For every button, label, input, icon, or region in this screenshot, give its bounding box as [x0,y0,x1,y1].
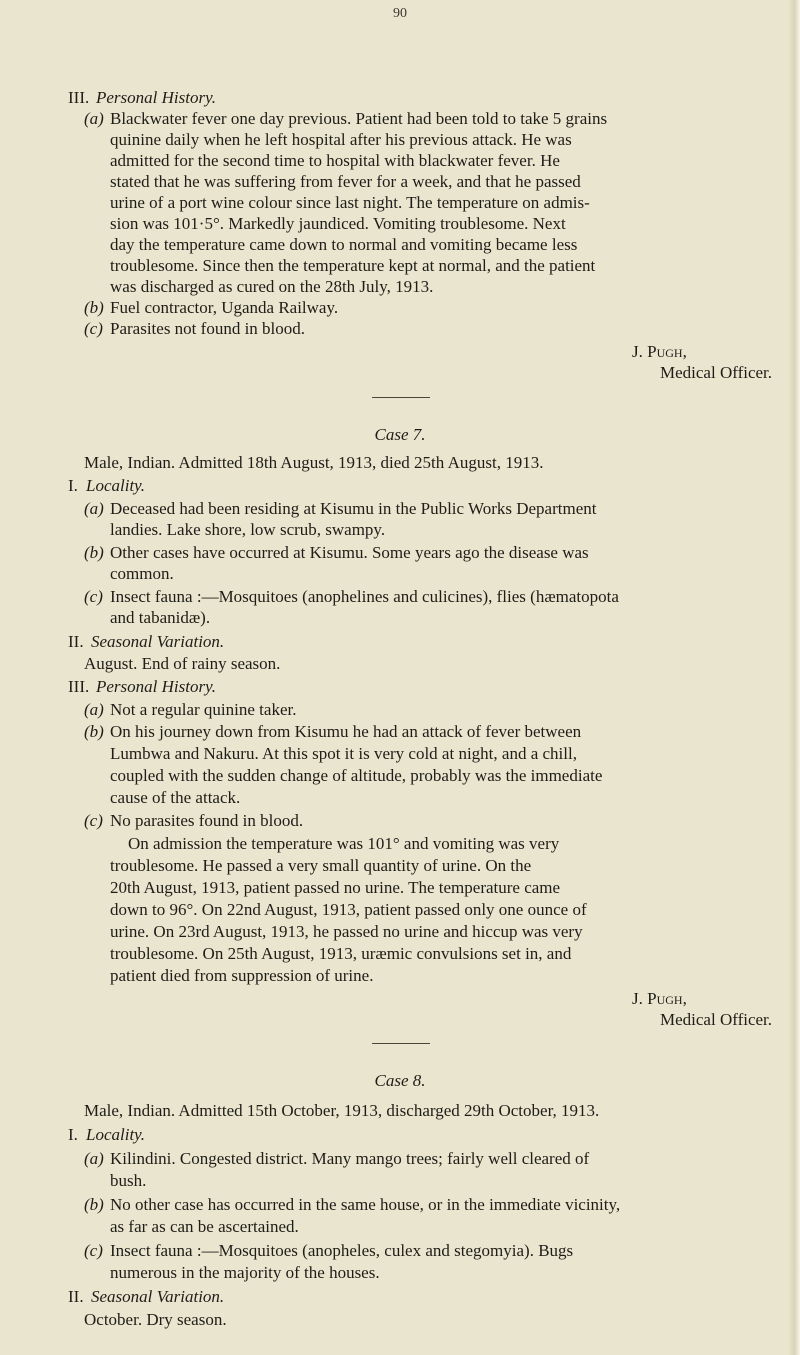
section-heading: Personal History. [96,88,216,107]
text-line: coupled with the sudden change of altitude, probably was the immediate [110,766,603,785]
text-line: stated that he was suffering from fever for a week, and that he passed [110,172,581,191]
text-line: Insect fauna :—Mosquitoes (anopheles, culex and stegomyia). Bugs [110,1241,574,1260]
text-line: No parasites found in blood. [110,811,304,830]
text-line: On admission the temperature was 101° and vomiting was very [128,834,560,853]
section-heading: Seasonal Variation. [91,1287,225,1306]
item-marker: (b) [84,722,104,741]
text-line: Lumbwa and Nakuru. At this spot it is very cold at night, and a chill, [110,744,577,763]
section-divider [372,397,430,398]
item-marker: (a) [84,499,104,518]
text-line: Other cases have occurred at Kisumu. Some years ago the disease was [110,543,589,562]
text-line: bush. [110,1171,147,1190]
text-line: Insect fauna :—Mosquitoes (anophelines and culicines), flies (hæmatopota [110,587,619,606]
text-line: quinine daily when he left hospital after his previous attack. He was [110,130,572,149]
text-line: was discharged as cured on the 28th July, 1913. [110,277,434,296]
item-marker: (a) [84,109,104,128]
section-number: I. [68,1125,78,1144]
item-marker: (c) [84,811,103,830]
section-number: I. [68,476,78,495]
section-heading: Locality. [86,476,146,495]
item-marker: (b) [84,298,104,317]
text-line: troublesome. On 25th August, 1913, uræmic convulsions set in, and [110,944,572,963]
text-line: 20th August, 1913, patient passed no urine. The temperature came [110,878,561,897]
case-intro: Male, Indian. Admitted 15th October, 1913, discharged 29th October, 1913. [84,1101,600,1120]
text-line: numerous in the majority of the houses. [110,1263,380,1282]
text-line: August. End of rainy season. [84,654,281,673]
text-line: Kilindini. Congested district. Many mango trees; fairly well cleared of [110,1149,590,1168]
item-marker: (c) [84,1241,103,1260]
section-number: III. [68,88,90,107]
section-number: II. [68,1287,84,1306]
signature-title: Medical Officer. [660,363,773,382]
signature-title: Medical Officer. [660,1010,773,1029]
text-line: troublesome. He passed a very small quantity of urine. On the [110,856,532,875]
section-number: III. [68,677,90,696]
section-heading: Seasonal Variation. [91,632,225,651]
text-line: troublesome. Since then the temperature kept at normal, and the patient [110,256,596,275]
item-marker: (a) [84,1149,104,1168]
item-marker: (c) [84,319,103,338]
text-line: urine. On 23rd August, 1913, he passed no urine and hiccup was very [110,922,583,941]
text-line: Deceased had been residing at Kisumu in the Public Works Department [110,499,597,518]
item-marker: (b) [84,1195,104,1214]
text-line: cause of the attack. [110,788,241,807]
page-edge [788,0,800,1355]
item-marker: (b) [84,543,104,562]
text-line: Parasites not found in blood. [110,319,306,338]
item-marker: (c) [84,587,103,606]
text-line: Fuel contractor, Uganda Railway. [110,298,339,317]
section-divider [372,1043,430,1044]
signature-name: J. Pugh, [632,989,687,1008]
text-line: as far as can be ascertained. [110,1217,299,1236]
case-intro: Male, Indian. Admitted 18th August, 1913, died 25th August, 1913. [84,453,544,472]
text-line: patient died from suppression of urine. [110,966,374,985]
text-line: admitted for the second time to hospital with blackwater fever. He [110,151,560,170]
section-number: II. [68,632,84,651]
text-line: and tabanidæ). [110,608,211,627]
case-title: Case 7. [374,425,426,444]
text-line: landies. Lake shore, low scrub, swampy. [110,520,386,539]
text-line: On his journey down from Kisumu he had an attack of fever between [110,722,582,741]
text-line: No other case has occurred in the same house, or in the immediate vicinity, [110,1195,621,1214]
text-line: urine of a port wine colour since last night. The temperature on admis- [110,193,590,212]
case-title: Case 8. [374,1071,426,1090]
text-line: down to 96°. On 22nd August, 1913, patient passed only one ounce of [110,900,587,919]
section-heading: Locality. [86,1125,146,1144]
text-line: Blackwater fever one day previous. Patient had been told to take 5 grains [110,109,608,128]
text-line: sion was 101·5°. Markedly jaundiced. Vomiting troublesome. Next [110,214,566,233]
item-marker: (a) [84,700,104,719]
page-number: 90 [393,6,407,21]
signature-name: J. Pugh, [632,342,687,361]
text-line: October. Dry season. [84,1310,227,1329]
text-line: Not a regular quinine taker. [110,700,297,719]
text-line: common. [110,564,174,583]
section-heading: Personal History. [96,677,216,696]
text-line: day the temperature came down to normal and vomiting became less [110,235,578,254]
